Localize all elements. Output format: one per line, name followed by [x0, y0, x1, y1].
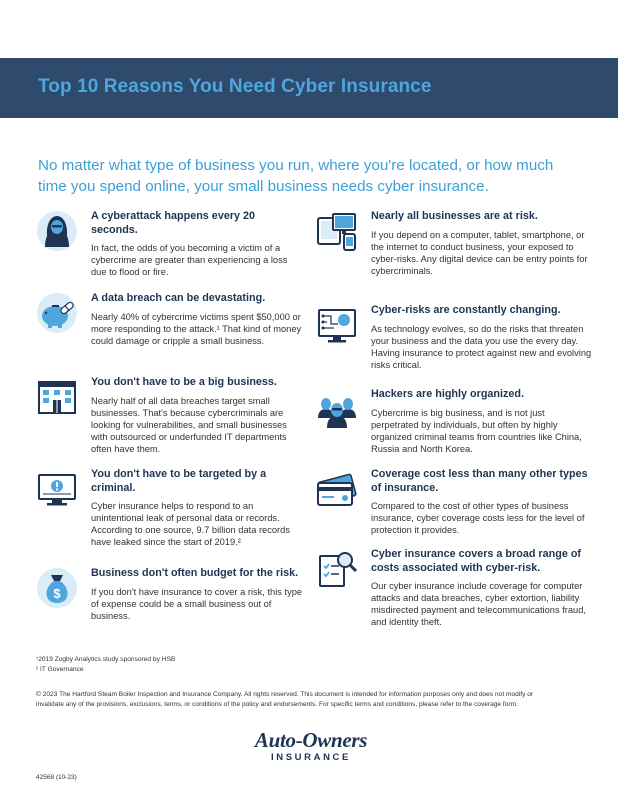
- form-number: 42568 (10-23): [36, 774, 77, 781]
- reason-title: Hackers are highly organized.: [371, 388, 525, 400]
- circuit-monitor-icon: [316, 304, 358, 346]
- checklist-magnifier-icon: [316, 548, 358, 590]
- office-building-icon: [36, 376, 78, 418]
- reason-body: If you depend on a computer, tablet, smartphone, or the internet to conduct business, your exposed to cyber-risks. Any digital device can be entry points for cybercriminals.: [371, 229, 588, 276]
- reason-body: Cybercrime is big business, and is not just perpetrated by individuals, but often by highly organized criminal teams from countries like China, Russia and North Korea.: [371, 407, 582, 454]
- credit-card-icon: [316, 468, 358, 510]
- piggy-bank-icon: [36, 292, 78, 334]
- svg-text:$: $: [53, 586, 61, 601]
- logo-wordmark: Auto-Owners: [254, 728, 368, 752]
- reason-title: A cyberattack happens every 20 seconds.: [91, 210, 256, 236]
- reason-body: Our cyber insurance include coverage for computer attacks and data breaches, cyber extortion, liability misdirected payment and telecommunications fraud, and identity theft.: [371, 581, 586, 628]
- reason-title: You don't have to be a big business.: [91, 376, 277, 388]
- reason-body: Cyber insurance helps to respond to an unintentional leak of personal data or records. According to one source, 9.7 billion data records have leaked since the start of 2019.²: [91, 501, 290, 548]
- intro-text: No matter what type of business you run, where you're located, or how much time you spend online, your small business needs cyber insurance.: [38, 157, 554, 195]
- copyright-notice: © 2023 The Hartford Steam Boiler Inspection and Insurance Company. All rights reserved. This document is intended for information purposes only and does not modify or invalidate any of the provisions, exclusions, terms, or conditions of the policy and endorsements. For specific terms and conditions, please refer to the coverage form.: [36, 691, 534, 708]
- reason-title: Cyber insurance covers a broad range of costs associated with cyber-risk.: [371, 548, 582, 574]
- reason-title: Nearly all businesses are at risk.: [371, 210, 538, 222]
- footnote: ¹2019 Zogby Analytics study sponsored by HSB: [36, 656, 176, 663]
- company-logo: [226, 728, 396, 763]
- header-band: [0, 58, 618, 118]
- reason-body: Nearly 40% of cybercrime victims spent $50,000 or more responding to the attack.¹ That kind of money could damage or cripple a small business.: [91, 311, 302, 346]
- devices-icon: [316, 210, 358, 252]
- reason-body: As technology evolves, so do the risks that threaten your business and the data you use the every day. Having insurance to protect against new and evolving risks critical.: [371, 323, 592, 370]
- reason-title: Business don't often budget for the risk.: [91, 567, 299, 579]
- hacker-group-icon: [316, 388, 358, 430]
- monitor-alert-icon: [36, 468, 78, 510]
- reason-title: Cyber-risks are constantly changing.: [371, 304, 561, 316]
- reason-title: You don't have to be targeted by a criminal.: [91, 468, 267, 494]
- reason-body: If you don't have insurance to cover a risk, this type of expense could be a small business out of business.: [91, 586, 303, 621]
- hooded-hacker-icon: [36, 210, 78, 252]
- reason-body: Compared to the cost of other types of business insurance, cyber coverage costs less for the level of protection it provides.: [371, 501, 585, 536]
- page-title: Top 10 Reasons You Need Cyber Insurance: [38, 76, 432, 97]
- reason-body: Nearly half of all data breaches target small businesses. That's because cybercriminals are looking for vulnerabilities, and small businesses with outsourced or underfunded IT departments often have them.: [91, 395, 287, 454]
- logo-subtitle: INSURANCE: [271, 752, 351, 763]
- reason-title: Coverage cost less than many other types of insurance.: [371, 468, 588, 494]
- reason-body: In fact, the odds of you becoming a victim of a cybercrime are greater than experiencing a loss due to flood or fire.: [91, 243, 288, 278]
- money-bag-icon: [36, 567, 78, 609]
- reason-title: A data breach can be devastating.: [91, 292, 266, 304]
- footnote: ² IT Governance: [36, 666, 84, 673]
